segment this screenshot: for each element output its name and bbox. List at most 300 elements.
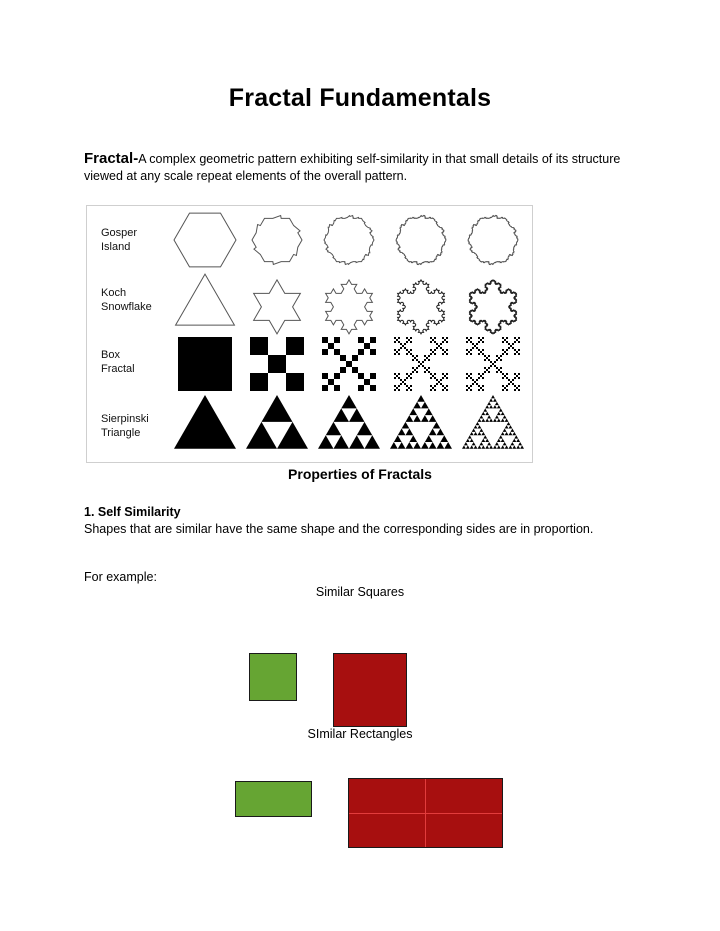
box-fractal-iteration bbox=[490, 361, 492, 363]
box-fractal-iteration bbox=[416, 359, 418, 361]
gosper-island-iteration bbox=[252, 215, 302, 264]
box-fractal-iteration bbox=[488, 355, 490, 357]
fractal-examples-figure bbox=[86, 205, 533, 463]
box-fractal-iteration bbox=[478, 373, 480, 375]
box-fractal-iteration bbox=[476, 379, 478, 381]
sierpinski-triangle-iteration bbox=[466, 439, 470, 442]
sierpinski-triangle-iteration bbox=[357, 422, 373, 435]
box-fractal-iteration bbox=[358, 373, 364, 379]
sierpinski-triangle-iteration bbox=[479, 442, 483, 445]
sierpinski-triangle-iteration bbox=[481, 412, 485, 415]
sierpinski-triangle-iteration bbox=[485, 405, 489, 408]
box-fractal-iteration bbox=[514, 341, 516, 343]
sierpinski-triangle-iteration bbox=[516, 445, 520, 448]
box-fractal-iteration bbox=[470, 349, 472, 351]
box-fractal-iteration bbox=[516, 387, 518, 389]
box-fractal-iteration bbox=[442, 385, 444, 387]
box-fractal-iteration bbox=[504, 375, 506, 377]
row-label-line: Snowflake bbox=[101, 301, 152, 313]
box-fractal-iteration bbox=[428, 359, 430, 361]
sierpinski-triangle-iteration bbox=[478, 445, 482, 448]
koch-snowflake-iteration bbox=[398, 280, 445, 334]
box-fractal-iteration bbox=[434, 385, 436, 387]
box-fractal-iteration bbox=[480, 339, 482, 341]
box-fractal-iteration bbox=[490, 365, 492, 367]
box-fractal-iteration bbox=[498, 369, 500, 371]
box-fractal-iteration bbox=[466, 373, 468, 375]
sierpinski-triangle-iteration bbox=[489, 445, 493, 448]
box-fractal-iteration bbox=[440, 347, 442, 349]
sierpinski-triangle-iteration bbox=[470, 445, 474, 448]
sierpinski-triangle-iteration bbox=[421, 415, 429, 422]
box-fractal-iteration bbox=[470, 389, 472, 391]
sierpinski-triangle-iteration bbox=[349, 435, 365, 448]
sierpinski-triangle-iteration bbox=[409, 435, 417, 442]
box-fractal-iteration bbox=[322, 385, 328, 391]
sierpinski-triangle-iteration bbox=[495, 415, 499, 418]
box-fractal-iteration bbox=[484, 367, 486, 369]
sierpinski-triangle-iteration bbox=[429, 442, 437, 449]
box-fractal-iteration bbox=[414, 369, 416, 371]
small-green-rectangle bbox=[235, 781, 312, 817]
box-fractal-iteration bbox=[444, 375, 446, 377]
box-fractal-iteration bbox=[406, 349, 408, 351]
box-fractal-iteration bbox=[358, 385, 364, 391]
sierpinski-triangle-iteration bbox=[472, 429, 476, 432]
box-fractal-iteration bbox=[352, 355, 358, 361]
fractal-drawings bbox=[87, 206, 532, 462]
box-fractal-iteration bbox=[400, 379, 402, 381]
box-fractal-iteration bbox=[506, 337, 508, 339]
box-fractal-iteration bbox=[484, 371, 486, 373]
box-fractal-iteration bbox=[364, 379, 370, 385]
box-fractal-iteration bbox=[334, 349, 340, 355]
box-fractal-iteration bbox=[430, 349, 432, 351]
box-fractal-iteration bbox=[486, 369, 488, 371]
sierpinski-triangle-iteration bbox=[493, 398, 497, 401]
box-fractal-iteration bbox=[250, 373, 268, 391]
box-fractal-iteration bbox=[410, 353, 412, 355]
sierpinski-triangle-iteration bbox=[349, 408, 365, 421]
box-fractal-iteration bbox=[504, 339, 506, 341]
box-fractal-iteration bbox=[470, 385, 472, 387]
box-fractal-iteration bbox=[394, 389, 396, 391]
box-fractal-iteration bbox=[444, 339, 446, 341]
box-fractal-iteration bbox=[370, 373, 376, 379]
box-fractal-iteration bbox=[398, 353, 400, 355]
box-fractal-iteration bbox=[478, 385, 480, 387]
box-fractal-iteration bbox=[432, 339, 434, 341]
row-label-line: Koch bbox=[101, 287, 127, 299]
box-fractal-iteration bbox=[358, 349, 364, 355]
box-fractal-iteration bbox=[472, 379, 474, 381]
box-fractal-iteration bbox=[396, 339, 398, 341]
box-fractal-iteration bbox=[358, 337, 364, 343]
sierpinski-triangle-iteration bbox=[318, 435, 334, 448]
box-fractal-iteration bbox=[506, 385, 508, 387]
sierpinski-triangle-iteration bbox=[334, 435, 350, 448]
box-fractal-iteration bbox=[424, 359, 426, 361]
box-fractal-iteration bbox=[406, 373, 408, 375]
box-fractal-iteration bbox=[426, 369, 428, 371]
box-fractal-iteration bbox=[514, 373, 516, 375]
box-fractal-iteration bbox=[482, 389, 484, 391]
sierpinski-triangle-iteration bbox=[512, 439, 516, 442]
sierpinski-triangle-iteration bbox=[326, 422, 342, 435]
box-fractal-iteration bbox=[328, 343, 334, 349]
box-fractal-iteration bbox=[406, 377, 408, 379]
box-fractal-iteration bbox=[394, 353, 396, 355]
box-fractal-iteration bbox=[432, 387, 434, 389]
sierpinski-triangle-iteration bbox=[444, 442, 452, 449]
sierpinski-triangle-iteration bbox=[499, 408, 503, 411]
sierpinski-triangle-iteration bbox=[406, 429, 414, 436]
box-fractal-iteration bbox=[418, 361, 420, 363]
sierpinski-triangle-iteration bbox=[421, 402, 429, 409]
box-fractal-iteration bbox=[500, 359, 502, 361]
sierpinski-triangle-iteration bbox=[501, 418, 505, 421]
box-fractal-iteration bbox=[488, 371, 490, 373]
box-fractal-iteration bbox=[418, 365, 420, 367]
figure-caption: Properties of Fractals bbox=[288, 466, 432, 482]
sierpinski-triangle-iteration bbox=[510, 429, 514, 432]
box-fractal-iteration bbox=[408, 387, 410, 389]
box-fractal-iteration bbox=[502, 337, 504, 339]
box-fractal-iteration bbox=[412, 355, 414, 357]
for-example-text: For example: bbox=[84, 570, 157, 584]
box-fractal-iteration bbox=[396, 351, 398, 353]
box-fractal-iteration bbox=[442, 353, 444, 355]
box-fractal-iteration bbox=[506, 353, 508, 355]
box-fractal-iteration bbox=[410, 341, 412, 343]
sierpinski-triangle-iteration bbox=[495, 402, 499, 405]
box-fractal-iteration bbox=[340, 367, 346, 373]
box-fractal-iteration bbox=[494, 365, 496, 367]
sierpinski-triangle-iteration bbox=[483, 435, 487, 438]
box-fractal-iteration bbox=[416, 367, 418, 369]
box-fractal-iteration bbox=[502, 385, 504, 387]
sierpinski-triangle-iteration bbox=[497, 412, 501, 415]
box-fractal-iteration bbox=[410, 349, 412, 351]
box-fractal-iteration bbox=[516, 375, 518, 377]
sierpinski-triangle-iteration bbox=[174, 395, 236, 449]
box-fractal-iteration bbox=[470, 337, 472, 339]
sierpinski-triangle-iteration bbox=[487, 415, 491, 418]
box-fractal-iteration bbox=[434, 353, 436, 355]
sierpinski-triangle-iteration bbox=[485, 418, 489, 421]
sierpinski-triangle-iteration bbox=[262, 395, 293, 422]
sierpinski-triangle-iteration bbox=[497, 445, 501, 448]
sierpinski-triangle-iteration bbox=[514, 435, 518, 438]
box-fractal-iteration bbox=[468, 339, 470, 341]
box-fractal-iteration bbox=[496, 371, 498, 373]
section-heading: 1. Self Similarity bbox=[84, 505, 181, 519]
box-fractal-iteration bbox=[398, 341, 400, 343]
sierpinski-triangle-iteration bbox=[365, 435, 381, 448]
box-fractal-iteration bbox=[416, 371, 418, 373]
koch-snowflake-iteration bbox=[326, 280, 373, 334]
sierpinski-triangle-iteration bbox=[437, 429, 445, 436]
box-fractal-iteration bbox=[412, 359, 414, 361]
sierpinski-triangle-iteration bbox=[497, 439, 501, 442]
gosper-island-iteration bbox=[396, 215, 446, 264]
box-fractal-iteration bbox=[480, 351, 482, 353]
box-fractal-iteration bbox=[346, 361, 352, 367]
box-fractal-iteration bbox=[496, 355, 498, 357]
box-fractal-iteration bbox=[482, 349, 484, 351]
sierpinski-triangle-iteration bbox=[485, 412, 489, 415]
box-fractal-iteration bbox=[440, 383, 442, 385]
box-fractal-iteration bbox=[398, 389, 400, 391]
box-fractal-iteration bbox=[328, 379, 334, 385]
box-fractal-iteration bbox=[502, 341, 504, 343]
box-fractal-iteration bbox=[412, 371, 414, 373]
box-fractal-iteration bbox=[468, 375, 470, 377]
gosper-island-iteration bbox=[174, 213, 236, 267]
sierpinski-triangle-iteration bbox=[413, 415, 421, 422]
box-fractal-iteration bbox=[428, 355, 430, 357]
box-fractal-iteration bbox=[410, 377, 412, 379]
box-fractal-iteration bbox=[446, 341, 448, 343]
sierpinski-triangle-iteration bbox=[505, 432, 509, 435]
box-fractal-iteration bbox=[508, 343, 510, 345]
box-fractal-iteration bbox=[484, 359, 486, 361]
sierpinski-triangle-iteration bbox=[479, 429, 483, 432]
sierpinski-triangle-iteration bbox=[493, 418, 497, 421]
sierpinski-triangle-iteration bbox=[493, 405, 497, 408]
box-fractal-iteration bbox=[334, 373, 340, 379]
box-fractal-iteration bbox=[436, 343, 438, 345]
box-fractal-iteration bbox=[404, 347, 406, 349]
box-fractal-iteration bbox=[506, 377, 508, 379]
row-label-line: Triangle bbox=[101, 427, 141, 439]
box-fractal-iteration bbox=[484, 355, 486, 357]
box-fractal-iteration bbox=[396, 375, 398, 377]
box-fractal-iteration bbox=[482, 337, 484, 339]
box-fractal-iteration bbox=[478, 349, 480, 351]
box-fractal-iteration bbox=[478, 389, 480, 391]
box-fractal-iteration bbox=[516, 339, 518, 341]
sierpinski-triangle-iteration bbox=[503, 415, 507, 418]
sierpinski-triangle-iteration bbox=[505, 425, 509, 428]
sierpinski-triangle-iteration bbox=[487, 402, 491, 405]
sierpinski-triangle-iteration bbox=[481, 439, 485, 442]
sierpinski-triangle-iteration bbox=[470, 439, 474, 442]
box-fractal-iteration bbox=[404, 379, 406, 381]
box-fractal-iteration bbox=[396, 387, 398, 389]
box-fractal-iteration bbox=[514, 385, 516, 387]
box-fractal-iteration bbox=[406, 353, 408, 355]
box-fractal-iteration bbox=[478, 377, 480, 379]
sierpinski-triangle-iteration bbox=[429, 429, 437, 436]
box-fractal-iteration bbox=[472, 383, 474, 385]
box-fractal-iteration bbox=[504, 351, 506, 353]
box-fractal-iteration bbox=[512, 379, 514, 381]
box-fractal-iteration bbox=[286, 337, 304, 355]
definition-term: Fractal- bbox=[84, 150, 139, 167]
box-fractal-iteration bbox=[496, 359, 498, 361]
sierpinski-triangle-iteration bbox=[489, 418, 493, 421]
sierpinski-triangle-iteration bbox=[518, 442, 522, 445]
box-fractal-iteration bbox=[440, 379, 442, 381]
box-fractal-iteration bbox=[410, 385, 412, 387]
box-fractal-iteration bbox=[514, 389, 516, 391]
box-fractal-iteration bbox=[472, 347, 474, 349]
box-fractal-iteration bbox=[410, 389, 412, 391]
box-fractal-iteration bbox=[446, 385, 448, 387]
sierpinski-triangle-iteration bbox=[464, 442, 468, 445]
sierpinski-triangle-iteration bbox=[398, 442, 406, 449]
box-fractal-iteration bbox=[434, 377, 436, 379]
sierpinski-triangle-iteration bbox=[440, 435, 448, 442]
box-fractal-iteration bbox=[478, 337, 480, 339]
box-fractal-iteration bbox=[504, 387, 506, 389]
box-fractal-iteration bbox=[370, 385, 376, 391]
row-label-line: Sierpinski bbox=[101, 413, 149, 425]
box-fractal-iteration bbox=[404, 383, 406, 385]
box-fractal-iteration bbox=[478, 353, 480, 355]
box-fractal-iteration bbox=[508, 383, 510, 385]
box-fractal-iteration bbox=[502, 349, 504, 351]
box-fractal-iteration bbox=[422, 365, 424, 367]
sierpinski-triangle-iteration bbox=[510, 442, 514, 445]
box-fractal-iteration bbox=[408, 375, 410, 377]
box-fractal-iteration bbox=[432, 375, 434, 377]
sierpinski-triangle-iteration bbox=[489, 405, 493, 408]
box-fractal-iteration bbox=[518, 377, 520, 379]
box-fractal-iteration bbox=[322, 373, 328, 379]
box-fractal-iteration bbox=[398, 377, 400, 379]
box-fractal-iteration bbox=[406, 341, 408, 343]
box-fractal-iteration bbox=[420, 363, 422, 365]
box-fractal-iteration bbox=[500, 367, 502, 369]
box-fractal-iteration bbox=[430, 373, 432, 375]
box-fractal-iteration bbox=[512, 343, 514, 345]
box-fractal-iteration bbox=[426, 357, 428, 359]
box-fractal-iteration bbox=[442, 389, 444, 391]
box-fractal-iteration bbox=[434, 349, 436, 351]
box-fractal-iteration bbox=[470, 353, 472, 355]
box-fractal-iteration bbox=[394, 385, 396, 387]
box-fractal-iteration bbox=[518, 337, 520, 339]
sierpinski-triangle-iteration bbox=[481, 432, 485, 435]
box-fractal-iteration bbox=[408, 351, 410, 353]
box-fractal-iteration bbox=[478, 341, 480, 343]
box-fractal-iteration bbox=[424, 371, 426, 373]
sierpinski-triangle-iteration bbox=[478, 418, 482, 421]
sierpinski-triangle-iteration bbox=[512, 432, 516, 435]
box-fractal-iteration bbox=[502, 377, 504, 379]
box-fractal-iteration bbox=[510, 381, 512, 383]
sierpinski-triangle-iteration bbox=[489, 398, 493, 401]
sierpinski-triangle-iteration bbox=[503, 442, 507, 445]
box-fractal-iteration bbox=[446, 337, 448, 339]
box-fractal-iteration bbox=[518, 373, 520, 375]
box-fractal-iteration bbox=[502, 373, 504, 375]
box-fractal-iteration bbox=[446, 373, 448, 375]
koch-snowflake-iteration bbox=[176, 274, 235, 325]
box-fractal-iteration bbox=[502, 389, 504, 391]
box-fractal-iteration bbox=[434, 389, 436, 391]
box-fractal-iteration bbox=[364, 343, 370, 349]
box-fractal-iteration bbox=[444, 387, 446, 389]
box-fractal-iteration bbox=[476, 347, 478, 349]
box-fractal-iteration bbox=[398, 337, 400, 339]
sierpinski-triangle-iteration bbox=[433, 422, 441, 429]
box-fractal-iteration bbox=[512, 347, 514, 349]
sierpinski-triangle-iteration bbox=[402, 422, 410, 429]
box-fractal-iteration bbox=[394, 337, 396, 339]
box-fractal-iteration bbox=[480, 387, 482, 389]
sierpinski-triangle-iteration bbox=[509, 425, 513, 428]
row-label-line: Box bbox=[101, 349, 120, 361]
box-fractal-iteration bbox=[518, 341, 520, 343]
sierpinski-triangle-iteration bbox=[474, 445, 478, 448]
box-fractal-iteration bbox=[428, 367, 430, 369]
box-fractal-iteration bbox=[518, 385, 520, 387]
box-fractal-iteration bbox=[498, 357, 500, 359]
box-fractal-iteration bbox=[398, 385, 400, 387]
sierpinski-triangle-iteration bbox=[472, 442, 476, 445]
box-fractal-iteration bbox=[430, 385, 432, 387]
box-fractal-iteration bbox=[340, 355, 346, 361]
box-fractal-iteration bbox=[446, 353, 448, 355]
sierpinski-triangle-iteration bbox=[493, 445, 497, 448]
box-fractal-iteration bbox=[428, 371, 430, 373]
box-fractal-iteration bbox=[250, 337, 268, 355]
box-fractal-iteration bbox=[492, 363, 494, 365]
sierpinski-triangle-iteration bbox=[481, 418, 485, 421]
large-red-rectangle bbox=[348, 778, 503, 848]
sierpinski-triangle-iteration bbox=[495, 442, 499, 445]
box-fractal-iteration bbox=[402, 345, 404, 347]
definition-text: A complex geometric pattern exhibiting self-similarity in that small details of its structure viewed at any scale repeat elements of the overall pattern. bbox=[84, 152, 621, 183]
sierpinski-triangle-iteration bbox=[421, 442, 429, 449]
gosper-island-iteration bbox=[468, 215, 518, 264]
fractal-definition bbox=[84, 150, 654, 185]
box-fractal-iteration bbox=[430, 389, 432, 391]
sierpinski-triangle-iteration bbox=[507, 422, 511, 425]
sierpinski-triangle-iteration bbox=[479, 415, 483, 418]
box-fractal-iteration bbox=[500, 355, 502, 357]
sierpinski-triangle-iteration bbox=[246, 422, 277, 449]
row-label-line: Fractal bbox=[101, 363, 135, 375]
box-fractal-iteration bbox=[412, 367, 414, 369]
box-fractal-iteration bbox=[404, 343, 406, 345]
box-fractal-iteration bbox=[446, 389, 448, 391]
box-fractal-iteration bbox=[482, 353, 484, 355]
box-fractal-iteration bbox=[466, 377, 468, 379]
box-fractal-iteration bbox=[506, 389, 508, 391]
box-fractal-iteration bbox=[178, 337, 232, 391]
box-fractal-iteration bbox=[406, 389, 408, 391]
box-fractal-iteration bbox=[506, 349, 508, 351]
sierpinski-triangle-iteration bbox=[394, 435, 402, 442]
box-fractal-iteration bbox=[400, 347, 402, 349]
sierpinski-triangle-iteration bbox=[501, 445, 505, 448]
box-fractal-iteration bbox=[488, 367, 490, 369]
box-fractal-iteration bbox=[506, 341, 508, 343]
sierpinski-triangle-iteration bbox=[425, 435, 433, 442]
box-fractal-iteration bbox=[500, 371, 502, 373]
box-fractal-iteration bbox=[322, 349, 328, 355]
box-fractal-iteration bbox=[470, 341, 472, 343]
box-fractal-iteration bbox=[430, 337, 432, 339]
sierpinski-triangle-iteration bbox=[466, 445, 470, 448]
box-fractal-iteration bbox=[442, 373, 444, 375]
box-fractal-iteration bbox=[508, 347, 510, 349]
box-fractal-iteration bbox=[442, 341, 444, 343]
